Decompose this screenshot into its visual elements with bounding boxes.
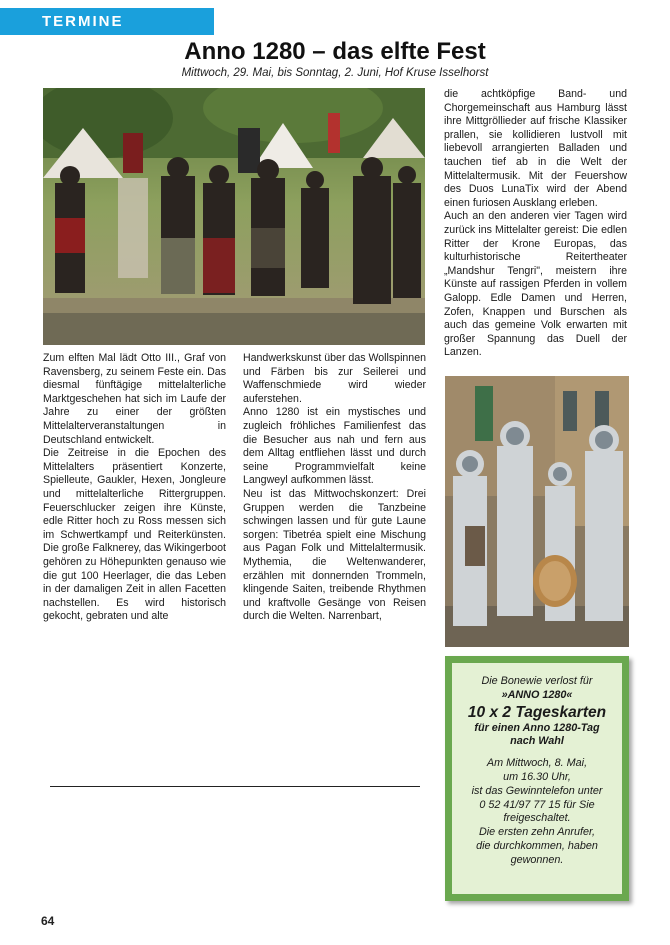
giveaway-prize: 10 x 2 Tageskarten xyxy=(467,703,607,721)
giveaway-rule-3: gewonnen. xyxy=(510,853,564,866)
paragraph: Zum elften Mal lädt Otto III., Graf von Ravensberg, zu seinem Feste ein. Das diesmal fünftägige mittelalterliche Marktgeschehen hat sich im Laufe der Jahre zu einer der größten Mittelalterveranstaltungen in Deutschland entwickelt. xyxy=(43,352,226,446)
costumed-performers-illustration xyxy=(445,376,629,647)
paragraph: Neu ist das Mittwochskonzert: Drei Gruppen werden die Tanzbeine schwingen lassen und für gute Laune sorgen: Tibetréa spielt eine Mischung aus Pagan Folk und Mittelaltermusik. Mythemia, die Weltenwanderer, erzählen mit donnernden Trommeln, klingende Saiten, treibende Rhythmen und kraftvolle Gesänge von Reisen durch die Welten. Narrenbart, xyxy=(243,487,426,623)
giveaway-event-name: »ANNO 1280« xyxy=(501,688,573,701)
giveaway-time: um 16.30 Uhr, xyxy=(503,770,571,783)
article-title: Anno 1280 – das elfte Fest xyxy=(184,38,486,65)
giveaway-phone-active: freigeschaltet. xyxy=(503,812,571,825)
paragraph: Die Zeitreise in die Epochen des Mittelalters präsentiert Konzerte, Spielleute, Gaukler, Hexen, Jongleure und mittelalterliche Rittergruppen. Feuerschlucker zeigen ihre Künste, edle Ritter hoch zu Ross messen sich im Schwertkampf und Reiterkünsten. Die große Falknerey, das Wikingerboot gehören zu Höhepunkten genauso wie die gut 100 Heerlager, die das Leben in der damaligen Zeit in allen Facetten nachstellen. Es wird historisch gekocht, gebraten und alte xyxy=(43,447,226,623)
section-tab: TERMINE xyxy=(0,8,214,35)
giveaway-phone-number: 0 52 41/97 77 15 für Sie xyxy=(479,798,595,811)
medieval-band-illustration xyxy=(43,88,425,345)
giveaway-prize-detail: für einen Anno 1280-Tag xyxy=(474,721,600,734)
giveaway-rule-2: die durchkommen, haben xyxy=(476,839,598,852)
giveaway-prize-detail-2: nach Wahl xyxy=(510,735,564,748)
giveaway-box-content xyxy=(452,663,622,894)
paragraph: Anno 1280 ist ein mystisches und zugleich fröhliches Familienfest das die Besucher aus nah und fern aus dem Alltag entfliehen lässt und durch seine Programmvielfalt keine Langweyl aufkommen lässt. xyxy=(243,406,426,487)
horizontal-rule xyxy=(50,786,420,787)
giveaway-intro: Die Bonewie verlost für xyxy=(481,675,593,687)
paragraph: die achtköpfige Band- und Chorgemeinschaft aus Hamburg lässt ihre Mittgröllieder auf frische Klassiker prallen, sie kollidieren lustvoll mit liebevoll arrangierten Balladen und tauchen tief ab in die Welt der Mittelaltermusik. Mit der Feuershow des Duos LunaTix wird der Abend einen furiosen Ausklang erleben. xyxy=(444,88,627,209)
article-subtitle: Mittwoch, 29. Mai, bis Sonntag, 2. Juni, Hof Kruse Isselhorst xyxy=(181,67,489,79)
giveaway-date: Am Mittwoch, 8. Mai, xyxy=(486,757,588,770)
article-column-1 xyxy=(43,352,226,624)
costumed-performers-photo xyxy=(445,376,629,647)
giveaway-box xyxy=(445,656,629,901)
page-number: 64 xyxy=(41,914,55,928)
article-column-3 xyxy=(444,88,627,360)
medieval-band-photo xyxy=(43,88,425,345)
giveaway-phone-label: ist das Gewinntelefon unter xyxy=(471,784,603,797)
paragraph: Handwerkskunst über das Wollspinnen und Färben bis zur Seilerei und Waffenschmiede wird wieder auferstehen. xyxy=(243,352,426,405)
paragraph: Auch an den anderen vier Tagen wird zurück ins Mittelalter gereist: Die edlen Ritter der Krone Europas, das kulturhistorische Reitertheater „Mandshur Tengri", meistern ihre Künste auf rassigen Pferden in vollem Galopp. Edle Damen und Herren, Zofen, Knappen und Burschen als auch das gemeine Volk erwarten mit großer Spannung das Duell der Lanzen. xyxy=(444,210,627,359)
giveaway-rule-1: Die ersten zehn Anrufer, xyxy=(478,826,596,839)
article-column-2 xyxy=(243,352,426,624)
